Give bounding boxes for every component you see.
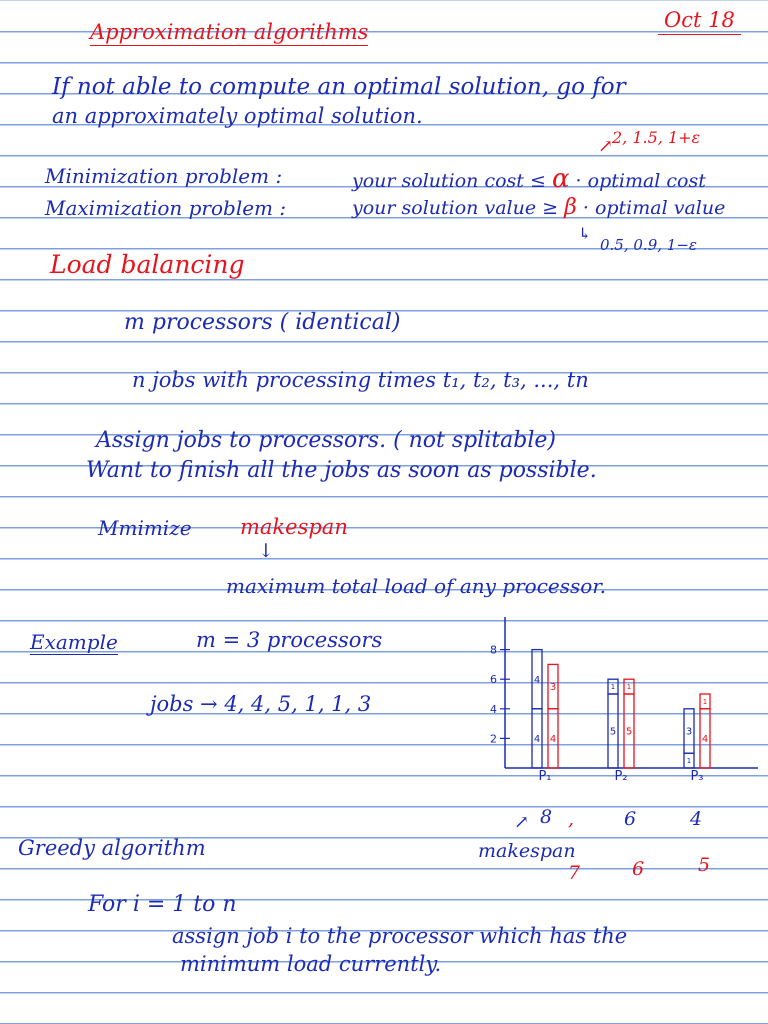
total-blue-p1: 8: [540, 806, 553, 828]
intro-line-2: an approximately optimal solution.: [52, 104, 423, 128]
greedy-assign-line-1: assign job i to the processor which has the: [172, 924, 628, 948]
chart-bar-label: 1: [626, 683, 632, 692]
total-red-p3: 5: [698, 854, 711, 876]
chart-bar-label: 4: [701, 733, 709, 745]
chart-bar-label: 1: [686, 757, 692, 766]
alpha-values: 2, 1.5, 1+ε: [612, 128, 701, 147]
alpha-symbol: α: [551, 164, 570, 194]
chart-bar-label: 5: [609, 726, 617, 738]
want-line: Want to finish all the jobs as soon as possible.: [86, 458, 597, 483]
page-title: Approximation algorithms: [90, 20, 369, 44]
chart-bar-label: 5: [625, 726, 633, 738]
max-rhs-prefix: your solution value ≥: [352, 197, 559, 219]
minimization-rhs: [352, 166, 706, 192]
total-red-p2: 6: [632, 858, 645, 880]
greedy-heading: Greedy algorithm: [18, 836, 206, 860]
jobs-line: n jobs with processing times t₁, t₂, t₃, ..., tn: [132, 368, 589, 392]
makespan-arrow: ↓: [258, 540, 274, 562]
processors-line: m processors ( identical): [124, 310, 401, 335]
maximization-rhs: [352, 197, 725, 219]
makespan-mark: ,: [568, 808, 575, 830]
chart-category-label: P₁: [538, 769, 552, 780]
min-rhs-suffix: · optimal cost: [575, 170, 706, 192]
alpha-values-arrow: ↗: [598, 136, 614, 157]
example-label: Example: [30, 630, 118, 654]
chart-bar-label: 4: [533, 733, 541, 745]
total-red-p1: 7: [568, 862, 581, 884]
example-jobs: jobs → 4, 4, 5, 1, 1, 3: [150, 692, 372, 716]
makespan-definition: maximum total load of any processor.: [226, 574, 607, 598]
max-rhs-suffix: · optimal value: [582, 197, 726, 219]
page-date: Oct 18: [658, 10, 741, 35]
beta-values: 0.5, 0.9, 1−ε: [600, 236, 697, 254]
total-blue-p2: 6: [624, 808, 637, 830]
maximization-label: Maximization problem :: [45, 196, 287, 220]
intro-line-1: If not able to compute an optimal solution, go for: [52, 74, 626, 100]
minimization-label: Minimization problem :: [45, 164, 283, 188]
total-blue-p3: 4: [690, 808, 703, 830]
chart-bar-label: 4: [533, 674, 541, 686]
chart-bar-label: 1: [702, 697, 708, 706]
makespan-note-arrow: ↗: [514, 812, 530, 833]
beta-values-arrow: ↳: [578, 224, 592, 243]
min-rhs-prefix: your solution cost ≤: [352, 170, 546, 192]
chart-ytick-label: 8: [490, 643, 497, 657]
makespan-term: makespan: [240, 515, 348, 539]
load-balancing-heading: Load balancing: [50, 250, 245, 279]
chart-bar-label: 3: [685, 726, 693, 738]
chart-bar-label: 1: [610, 683, 616, 692]
chart-ytick-label: 2: [490, 732, 497, 746]
chart-bar-label: 4: [549, 733, 557, 745]
makespan-note: makespan: [478, 840, 576, 862]
greedy-for-line: For i = 1 to n: [88, 892, 237, 917]
beta-symbol: β: [564, 195, 577, 220]
chart-category-label: P₃: [690, 769, 704, 780]
chart-ytick-label: 6: [490, 673, 497, 687]
chart-bar-label: 3: [549, 682, 557, 694]
chart-category-label: P₂: [614, 769, 628, 780]
example-m: m = 3 processors: [196, 628, 383, 652]
minimize-label: Mmimize: [98, 516, 192, 540]
assign-line: Assign jobs to processors. ( not splitable): [96, 428, 557, 453]
schedule-chart: [470, 615, 760, 780]
chart-ytick-label: 4: [490, 702, 497, 716]
greedy-assign-line-2: minimum load currently.: [180, 952, 442, 976]
